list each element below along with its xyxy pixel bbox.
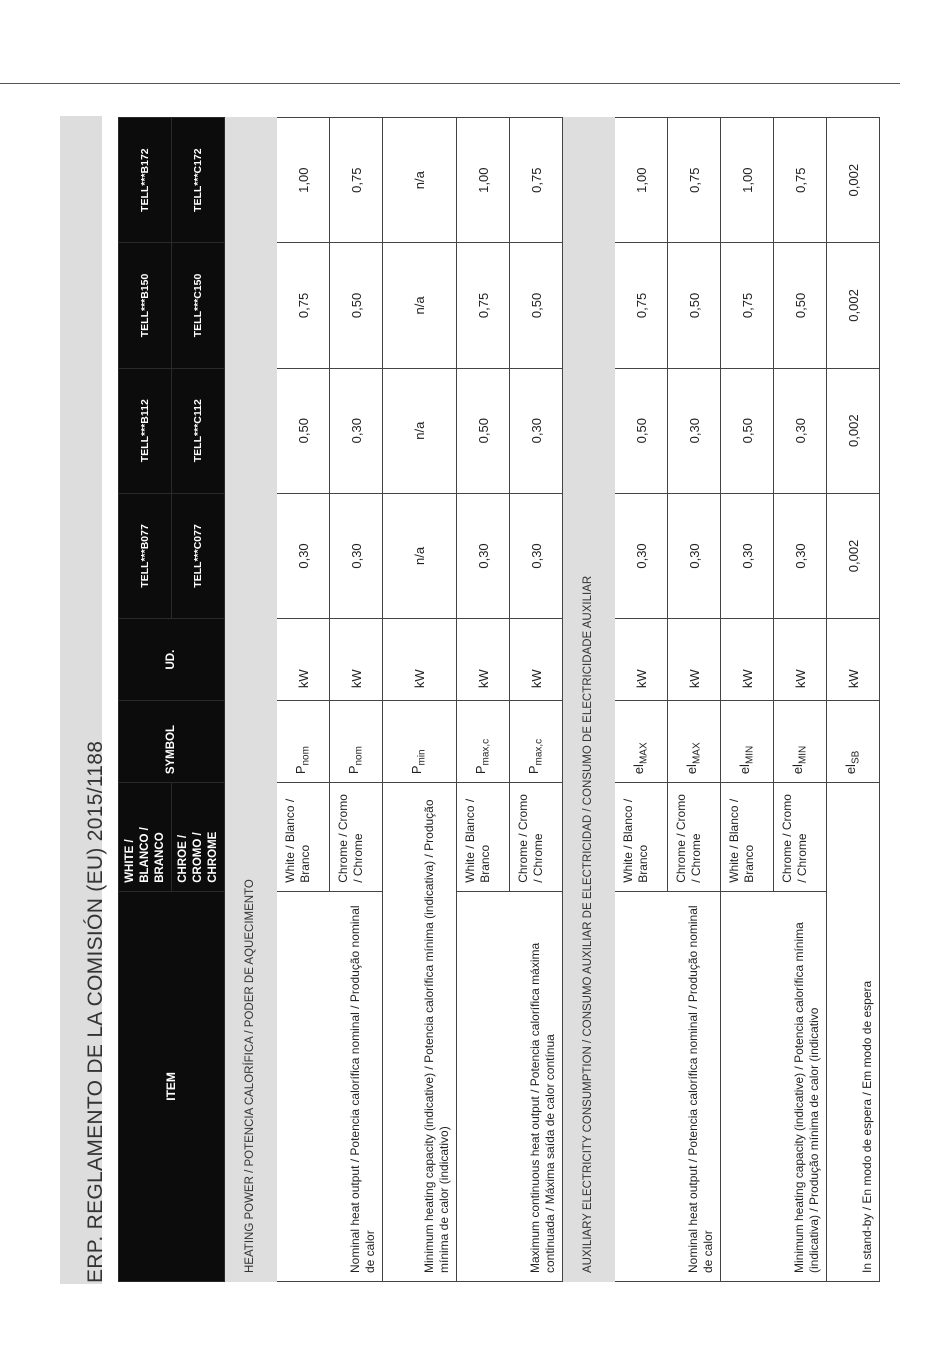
- symbol-sub: MAX: [638, 742, 650, 765]
- header-model: TELL***B077: [119, 493, 172, 618]
- symbol-main: el: [736, 764, 752, 775]
- value-cell: 0,30: [330, 368, 383, 493]
- value-cell: 0,30: [510, 368, 563, 493]
- unit-cell: kW: [457, 619, 510, 701]
- value-cell: 0,30: [721, 493, 774, 618]
- header-item: ITEM: [119, 891, 225, 1281]
- value-cell: 0,75: [510, 118, 563, 243]
- symbol-cell: [510, 701, 563, 783]
- value-cell: 0,50: [615, 368, 668, 493]
- value-cell: 0,30: [774, 368, 827, 493]
- value-cell: 0,75: [277, 243, 330, 368]
- value-cell: 0,002: [827, 493, 880, 618]
- header-chrome: CHROE / CROMO / CHROME: [172, 783, 225, 892]
- symbol-cell: [330, 701, 383, 783]
- table-row: [457, 118, 510, 1282]
- value-cell: 0,002: [827, 368, 880, 493]
- variant-label: Chrome / Cromo / Chrome: [510, 783, 563, 892]
- value-cell: n/a: [383, 368, 457, 493]
- symbol-sub: SB: [850, 750, 862, 765]
- symbol-main: P: [525, 765, 541, 775]
- symbol-sub: MIN: [797, 745, 809, 765]
- value-cell: 0,75: [615, 243, 668, 368]
- value-cell: 1,00: [277, 118, 330, 243]
- section-aux-row: [563, 118, 615, 1282]
- header-model: TELL***C150: [172, 243, 225, 368]
- item-label: Maximum continuous heat output / Potencia calorífica máxima continuada / Máxima saída de calor contínua: [457, 891, 563, 1281]
- value-cell: 0,30: [510, 493, 563, 618]
- section-heating: HEATING POWER / POTENCIA CALORÍFICA / PODER DE AQUECIMENTO: [225, 118, 277, 1282]
- unit-cell: kW: [774, 619, 827, 701]
- value-cell: 0,50: [277, 368, 330, 493]
- variant-label: Chrome / Cromo / Chrome: [774, 783, 827, 892]
- item-label: Minimum heating capacity (indicative) / Potencia calorífica mínima (indicativa) / Produção mínima de calor (indicativo): [383, 783, 457, 1282]
- value-cell: 0,30: [457, 493, 510, 618]
- unit-cell: kW: [615, 619, 668, 701]
- symbol-cell: [827, 701, 880, 783]
- section-aux: AUXILIARY ELECTRICITY CONSUMPTION / CONSUMO AUXILIAR DE ELECTRICIDAD / CONSUMO DE ELECTRICIDADE AUXILIAR: [563, 118, 615, 1282]
- header-model: TELL***B150: [119, 243, 172, 368]
- variant-label: White / Blanco / Branco: [615, 783, 668, 892]
- value-cell: n/a: [383, 243, 457, 368]
- unit-cell: kW: [827, 619, 880, 701]
- value-cell: 1,00: [721, 118, 774, 243]
- header-model: TELL***C077: [172, 493, 225, 618]
- variant-label: Chrome / Cromo / Chrome: [668, 783, 721, 892]
- table-row: [827, 118, 880, 1282]
- symbol-cell: [615, 701, 668, 783]
- symbol-cell: [721, 701, 774, 783]
- symbol-main: el: [683, 764, 699, 775]
- value-cell: 0,30: [615, 493, 668, 618]
- symbol-sub: nom: [353, 746, 365, 766]
- value-cell: 0,50: [774, 243, 827, 368]
- item-label: Nominal heat output / Potencia calorífica nominal / Produção nominal de calor: [277, 891, 383, 1281]
- symbol-cell: [668, 701, 721, 783]
- value-cell: 0,30: [330, 493, 383, 618]
- value-cell: 0,50: [510, 243, 563, 368]
- symbol-sub: max,c: [533, 738, 545, 766]
- unit-cell: kW: [510, 619, 563, 701]
- value-cell: 0,75: [774, 118, 827, 243]
- table-row: [277, 118, 330, 1282]
- header-model: TELL***C112: [172, 368, 225, 493]
- value-cell: 0,002: [827, 118, 880, 243]
- value-cell: 0,50: [457, 368, 510, 493]
- value-cell: 0,75: [330, 118, 383, 243]
- symbol-main: P: [472, 765, 488, 775]
- symbol-main: el: [789, 764, 805, 775]
- value-cell: 0,50: [668, 243, 721, 368]
- value-cell: 0,50: [721, 368, 774, 493]
- erp-table-wrapper: [118, 117, 886, 1282]
- page-title: ERP. REGLAMENTO DE LA COMISIÓN (EU) 2015/1188: [84, 740, 107, 1283]
- header-model: TELL***B172: [119, 118, 172, 243]
- value-cell: 0,30: [668, 368, 721, 493]
- variant-label: White / Blanco / Branco: [721, 783, 774, 892]
- header-row-white: [119, 118, 172, 1282]
- symbol-sub: MAX: [691, 742, 703, 765]
- value-cell: 0,50: [330, 243, 383, 368]
- symbol-cell: [457, 701, 510, 783]
- symbol-sub: max,c: [480, 738, 492, 766]
- value-cell: 0,30: [277, 493, 330, 618]
- symbol-cell: [277, 701, 330, 783]
- item-label: In stand-by / En modo de espera / Em modo de espera: [827, 783, 880, 1282]
- top-rule: [0, 83, 900, 84]
- header-model: TELL***C172: [172, 118, 225, 243]
- value-cell: 0,75: [721, 243, 774, 368]
- table-row: [721, 118, 774, 1282]
- variant-label: Chrome / Cromo / Chrome: [330, 783, 383, 892]
- symbol-sub: MIN: [744, 745, 756, 765]
- header-model: TELL***B112: [119, 368, 172, 493]
- unit-cell: kW: [277, 619, 330, 701]
- symbol-main: P: [409, 765, 425, 775]
- unit-cell: kW: [383, 619, 457, 701]
- value-cell: 0,75: [457, 243, 510, 368]
- symbol-main: el: [842, 764, 858, 775]
- header-white: WHITE / BLANCO / BRANCO: [119, 783, 172, 892]
- variant-label: White / Blanco / Branco: [277, 783, 330, 892]
- unit-cell: kW: [721, 619, 774, 701]
- symbol-cell: [774, 701, 827, 783]
- item-label: Nominal heat output / Potencia calorífica nominal / Produção nominal de calor: [615, 891, 721, 1281]
- value-cell: 0,75: [668, 118, 721, 243]
- value-cell: 0,30: [774, 493, 827, 618]
- symbol-main: el: [630, 764, 646, 775]
- value-cell: n/a: [383, 493, 457, 618]
- table-row: [615, 118, 668, 1282]
- symbol-main: P: [345, 765, 361, 775]
- section-heating-row: [225, 118, 277, 1282]
- header-symbol: SYMBOL: [119, 701, 225, 783]
- unit-cell: kW: [330, 619, 383, 701]
- value-cell: 0,30: [668, 493, 721, 618]
- header-unit: UD.: [119, 619, 225, 701]
- value-cell: n/a: [383, 118, 457, 243]
- erp-table: [118, 117, 880, 1282]
- value-cell: 1,00: [457, 118, 510, 243]
- symbol-main: P: [292, 765, 308, 775]
- table-row: [383, 118, 457, 1282]
- item-label: Minimum heating capacity (indicative) / Potencia calorífica mínima (indicativa) / Produção mínima de calor (indicativo: [721, 891, 827, 1281]
- symbol-cell: [383, 701, 457, 783]
- value-cell: 1,00: [615, 118, 668, 243]
- variant-label: White / Blanco / Branco: [457, 783, 510, 892]
- symbol-sub: nom: [300, 746, 312, 766]
- value-cell: 0,002: [827, 243, 880, 368]
- symbol-sub: min: [416, 749, 428, 766]
- unit-cell: kW: [668, 619, 721, 701]
